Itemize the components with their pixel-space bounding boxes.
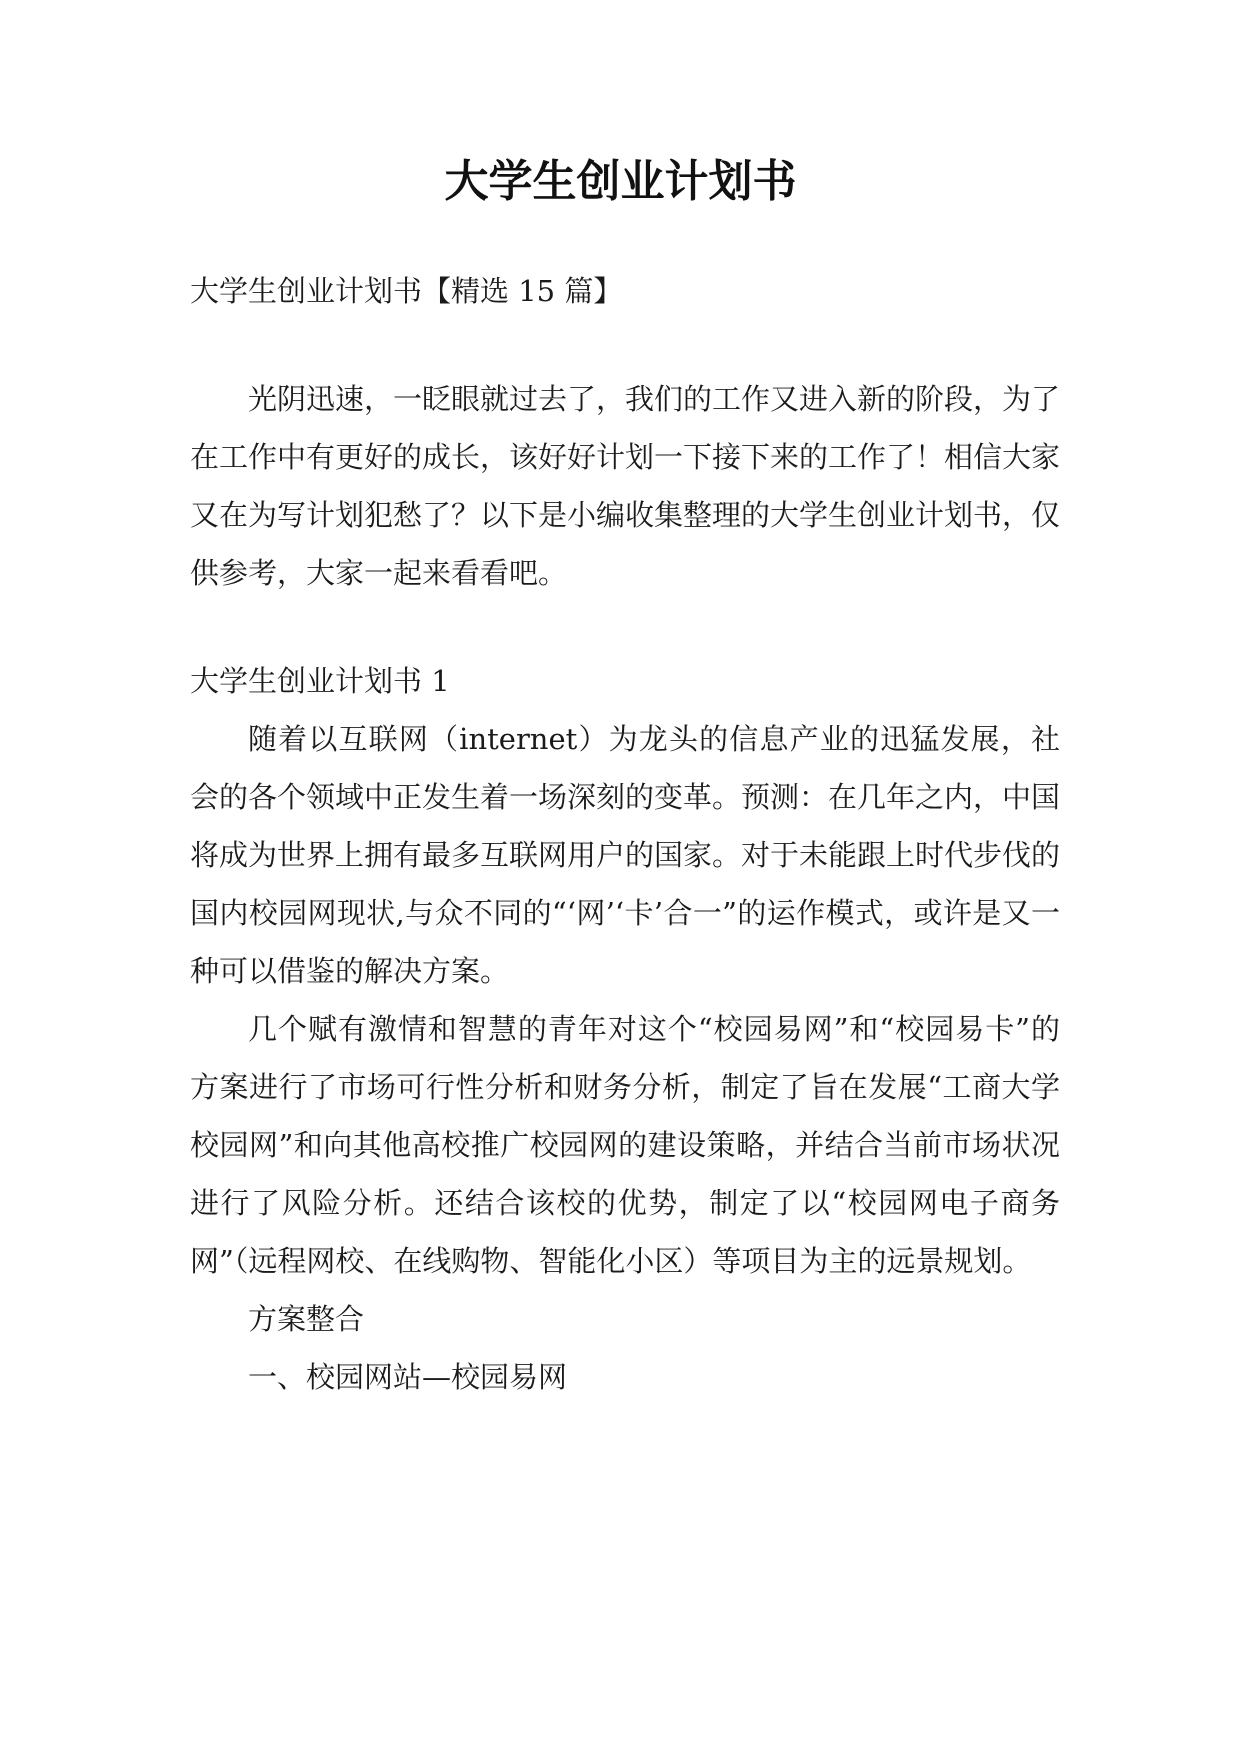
- document-title: 大学生创业计划书: [444, 156, 797, 207]
- spacer: [190, 320, 1060, 370]
- document-subtitle: 大学生创业计划书【精选 15 篇】: [190, 274, 623, 308]
- section-heading: 大学生创业计划书 1: [190, 664, 450, 698]
- document-body: [190, 262, 1060, 1406]
- subheading: 方案整合: [248, 1302, 365, 1336]
- list-item: 一、校园网站—校园易网: [248, 1360, 568, 1394]
- intro-paragraph: 光阴迅速，一眨眼就过去了，我们的工作又进入新的阶段，为了在工作中有更好的成长，该好好计划一下接下来的工作了！相信大家又在为写计划犯愁了？以下是小编收集整理的大学生创业计划书，仅供参考，大家一起来看看吧。: [190, 382, 1061, 590]
- body-paragraph: 几个赋有激情和智慧的青年对这个“校园易网”和“校园易卡”的方案进行了市场可行性分析和财务分析，制定了旨在发展“工商大学校园网”和向其他高校推广校园网的建设策略，并结合当前市场状况进行了风险分析。还结合该校的优势，制定了以“校园网电子商务网”（远程网校、在线购物、智能化小区）等项目为主的远景规划。: [190, 1012, 1060, 1278]
- body-paragraph: 随着以互联网（internet）为龙头的信息产业的迅猛发展，社会的各个领域中正发生着一场深刻的变革。预测：在几年之内，中国将成为世界上拥有最多互联网用户的国家。对于未能跟上时代步伐的国内校园网现状,与众不同的“‘网’‘卡’合一”的运作模式，或许是又一种可以借鉴的解决方案。: [190, 722, 1061, 988]
- spacer: [190, 602, 1060, 652]
